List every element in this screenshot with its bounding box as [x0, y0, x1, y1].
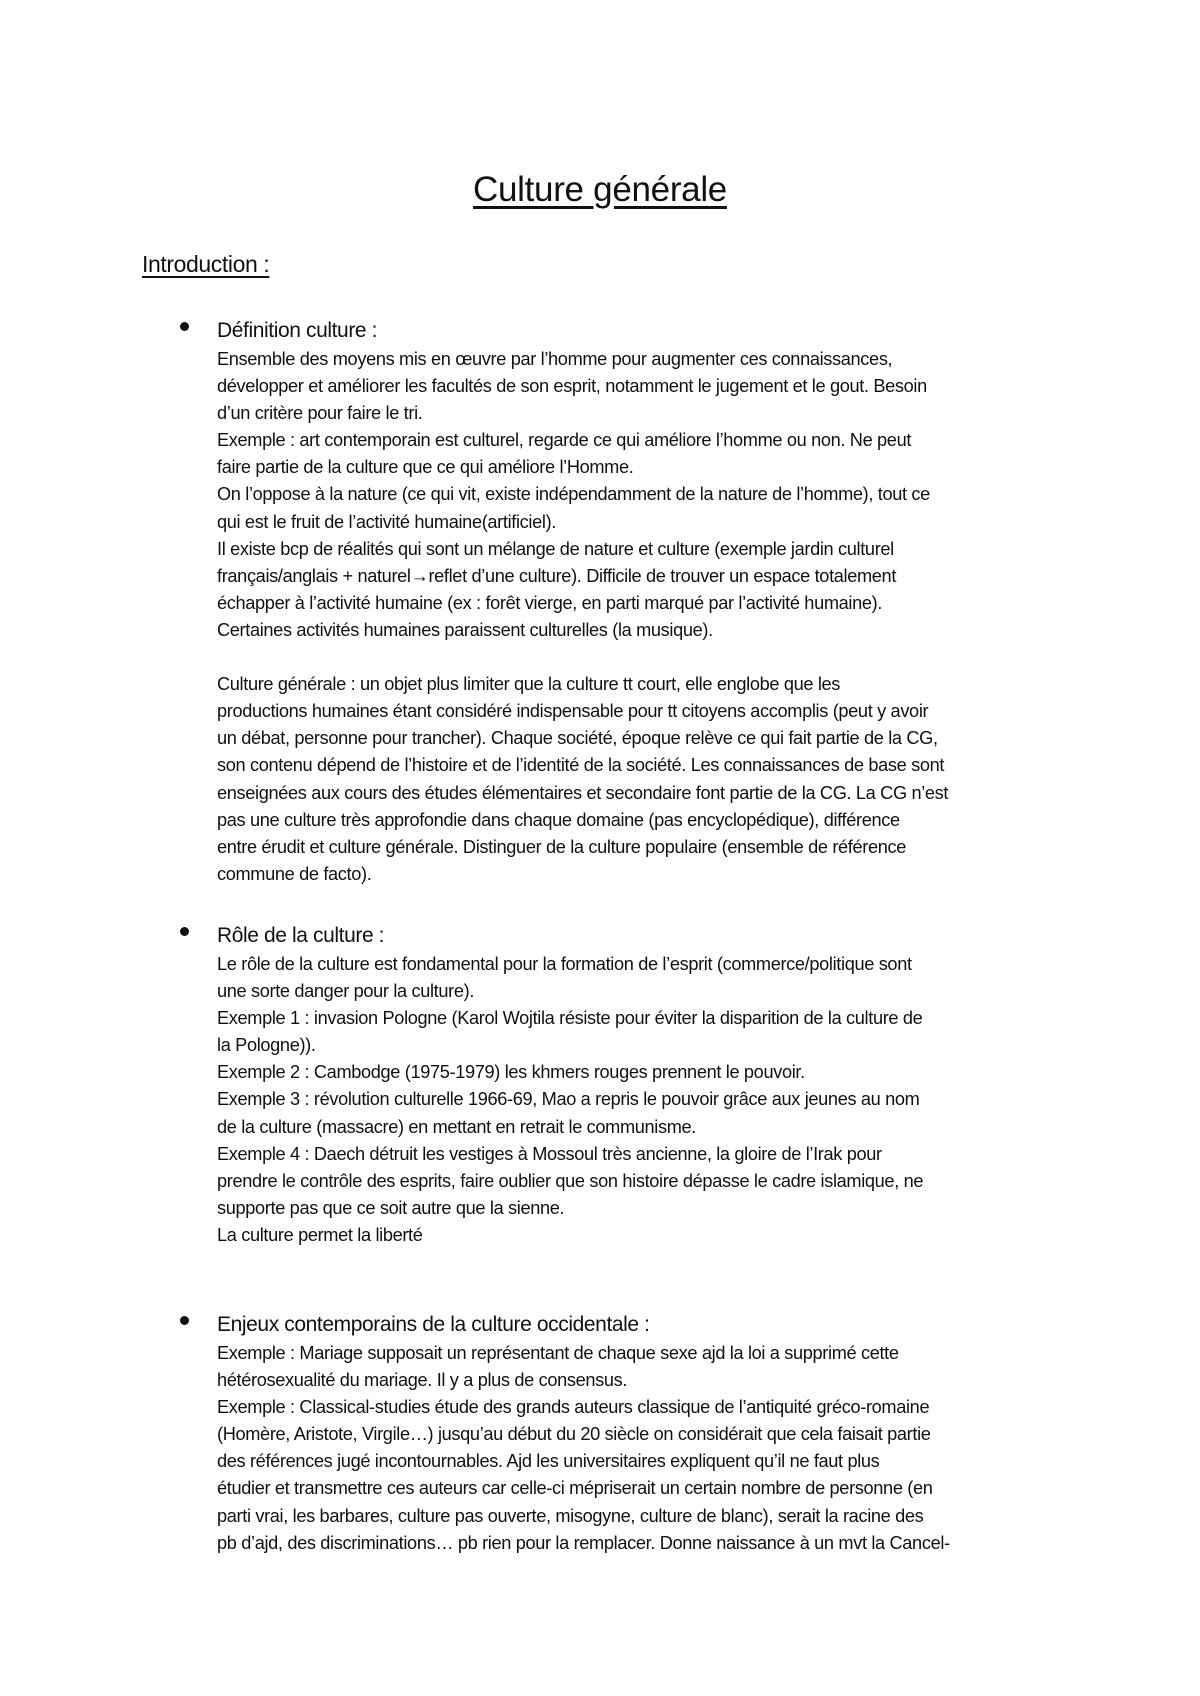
paragraph-line: enseignées aux cours des études élémentaires et secondaire font partie de la CG. La CG n’est	[217, 782, 949, 803]
section-role-culture	[217, 921, 1077, 1249]
paragraph-line: Le rôle de la culture est fondamental pour la formation de l’esprit (commerce/politique sont	[217, 954, 912, 974]
paragraph-line: étudier et transmettre ces auteurs car celle-ci mépriserait un certain nombre de personne (en	[217, 1478, 933, 1499]
paragraph-line: pas une culture très approfondie dans chaque domaine (pas encyclopédique), différence	[217, 809, 900, 830]
section-enjeux-contemporains	[217, 1310, 1077, 1557]
section-heading: Enjeux contemporains de la culture occidentale :	[217, 1313, 650, 1336]
paragraph-line: Exemple 1 : invasion Pologne (Karol Wojtila résiste pour éviter la disparition de la culture de	[217, 1008, 923, 1029]
document-title: Culture générale	[473, 170, 727, 209]
introduction-heading: Introduction :	[142, 251, 270, 277]
paragraph-line: des références jugé incontournables. Ajd les universitaires expliquent qu’il ne faut plus	[217, 1451, 880, 1472]
paragraph-line: On l’oppose à la nature (ce qui vit, existe indépendamment de la nature de l’homme), tout ce	[217, 484, 930, 505]
paragraph-line: Exemple : art contemporain est culturel, regarde ce qui améliore l’homme ou non. Ne peut	[217, 430, 912, 451]
paragraph-line: de la culture (massacre) en mettant en retrait le communisme.	[217, 1116, 697, 1137]
paragraph-line: Culture générale : un objet plus limiter que la culture tt court, elle englobe que les	[217, 674, 841, 695]
paragraph-line: un débat, personne pour trancher). Chaque société, époque relève ce qui fait partie de la CG,	[217, 728, 938, 749]
paragraph-line: Ensemble des moyens mis en œuvre par l’homme pour augmenter ces connaissances,	[217, 349, 893, 369]
blank-line	[217, 644, 1077, 671]
paragraph-line: échapper à l’activité humaine (ex : forêt vierge, en parti marqué par l’activité humaine).	[217, 592, 883, 613]
paragraph-line: productions humaines étant considéré indispensable pour tt citoyens accomplis (peut y avoir	[217, 701, 929, 722]
paragraph-line: Exemple : Classical-studies étude des grands auteurs classique de l’antiquité gréco-romaine	[217, 1397, 930, 1418]
paragraph-line: son contenu dépend de l’histoire et de l’identité de la société. Les connaissances de base sont	[217, 755, 945, 776]
section-heading: Définition culture :	[217, 319, 378, 342]
paragraph-line: Exemple 4 : Daech détruit les vestiges à Mossoul très ancienne, la gloire de l’Irak pour	[217, 1143, 882, 1164]
paragraph-line: Exemple 2 : Cambodge (1975-1979) les khmers rouges prennent le pouvoir.	[217, 1062, 805, 1083]
paragraph-line: prendre le contrôle des esprits, faire oublier que son histoire dépasse le cadre islamique, ne	[217, 1170, 924, 1191]
paragraph-line: Exemple : Mariage supposait un représentant de chaque sexe ajd la loi a supprimé cette	[217, 1343, 899, 1363]
paragraph-line: la Pologne)).	[217, 1035, 316, 1056]
paragraph-line: (Homère, Aristote, Virgile…) jusqu’au début du 20 siècle on considérait que cela faisait partie	[217, 1424, 931, 1445]
paragraph-line: Certaines activités humaines paraissent culturelles (la musique).	[217, 619, 713, 640]
section-heading: Rôle de la culture :	[217, 924, 385, 947]
paragraph-line: une sorte danger pour la culture).	[217, 981, 475, 1002]
paragraph-line: français/anglais + naturel→reflet d’une culture). Difficile de trouver un espace totalement	[217, 565, 897, 586]
bullet-icon	[180, 1316, 189, 1325]
bullet-icon	[180, 927, 189, 936]
paragraph-line: parti vrai, les barbares, culture pas ouverte, misogyne, culture de blanc), serait la racine des	[217, 1505, 924, 1526]
paragraph-line: entre érudit et culture générale. Distinguer de la culture populaire (ensemble de référence	[217, 836, 906, 857]
section-definition-culture	[217, 316, 1077, 888]
paragraph-line: qui est le fruit de l’activité humaine(artificiel).	[217, 511, 556, 532]
paragraph-line: pb d’ajd, des discriminations… pb rien pour la remplacer. Donne naissance à un mvt la Cancel-	[217, 1532, 950, 1553]
paragraph-line: d’un critère pour faire le tri.	[217, 403, 423, 424]
paragraph-line: développer et améliorer les facultés de son esprit, notamment le jugement et le gout. Besoin	[217, 376, 927, 397]
paragraph-line: commune de facto).	[217, 863, 372, 884]
paragraph-line: Il existe bcp de réalités qui sont un mélange de nature et culture (exemple jardin culturel	[217, 538, 894, 559]
bullet-icon	[180, 322, 189, 331]
paragraph-line: supporte pas que ce soit autre que la sienne.	[217, 1197, 565, 1218]
paragraph-line: faire partie de la culture que ce qui améliore l’Homme.	[217, 457, 634, 478]
paragraph-line: La culture permet la liberté	[217, 1224, 423, 1245]
paragraph-line: Exemple 3 : révolution culturelle 1966-69, Mao a repris le pouvoir grâce aux jeunes au nom	[217, 1089, 920, 1110]
paragraph-line: hétérosexualité du mariage. Il y a plus de consensus.	[217, 1370, 628, 1391]
